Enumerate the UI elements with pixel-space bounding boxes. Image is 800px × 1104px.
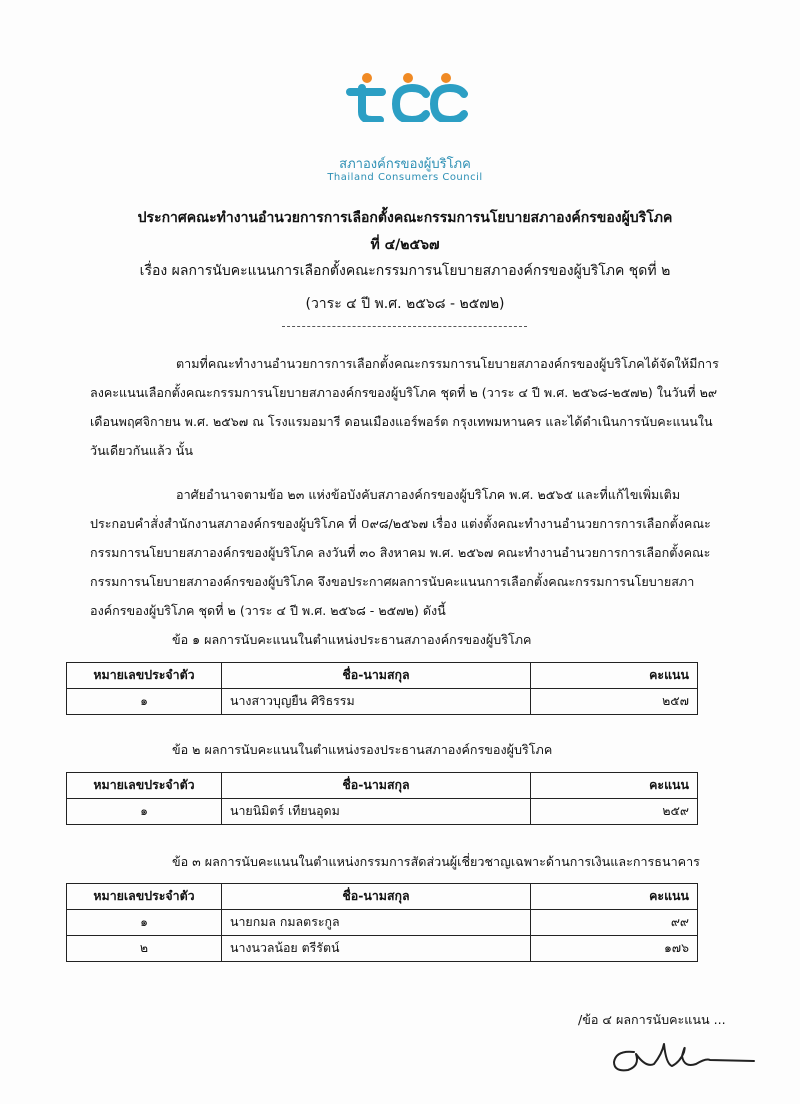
announcement-subject: เรื่อง ผลการนับคะแนนการเลือกตั้งคณะกรรมการนโยบายสภาองค์กรของผู้บริโภค ชุดที่ ๒: [139, 263, 671, 279]
header-name: ชื่อ-นามสกุล: [222, 663, 531, 689]
table-row: [67, 689, 698, 715]
table-row: [67, 910, 698, 936]
continued-note: /ข้อ ๔ ผลการนับคะแนน ...: [578, 1012, 726, 1027]
header-id: หมายเลขประจำตัว: [67, 663, 222, 689]
table-header-row: [67, 773, 698, 799]
clause-1-label: ข้อ ๑ ผลการนับคะแนนในตำแหน่งประธานสภาองค์กรของผู้บริโภค: [172, 632, 532, 647]
header-name: ชื่อ-นามสกุล: [222, 773, 531, 799]
table-header-row: [67, 663, 698, 689]
header-id: หมายเลขประจำตัว: [67, 884, 222, 910]
clause-1-results-table: [66, 662, 698, 715]
candidate-name: นายกมล กมลตระกูล: [222, 910, 531, 936]
table-row: [67, 799, 698, 825]
org-name-thai: สภาองค์กรของผู้บริโภค: [339, 157, 471, 172]
clause-2-results-table: [66, 772, 698, 825]
org-name-english: Thailand Consumers Council: [327, 172, 483, 183]
announcement-title: ประกาศคณะทำงานอำนวยการการเลือกตั้งคณะกรรมการนโยบายสภาองค์กรของผู้บริโภค: [137, 210, 673, 226]
announcement-number: ที่ ๔/๒๕๖๗: [370, 237, 440, 253]
body-paragraph-1: ตามที่คณะทำงานอำนวยการการเลือกตั้งคณะกรรมการนโยบายสภาองค์กรของผู้บริโภคได้จัดให้มีการลงคะแนนเลือกตั้งคณะกรรมการนโยบายสภาองค์กรของผู้บริโภค ชุดที่ ๒ (วาระ ๔ ปี พ.ศ. ๒๕๖๘-๒๕๗๒) ในวันที่ ๒๙ เดือนพฤศจิกายน พ.ศ. ๒๕๖๗ ณ โรงแรมอมารี ดอนเมืองแอร์พอร์ต กรุงเทพมหานคร และได้ดำเนินการนับคะแนนในวันเดียวกันแล้ว นั้น: [90, 356, 719, 458]
header-score: คะแนน: [531, 884, 698, 910]
clause-3-label: ข้อ ๓ ผลการนับคะแนนในตำแหน่งกรรมการสัดส่วนผู้เชี่ยวชาญเฉพาะด้านการเงินและการธนาคาร: [172, 854, 700, 869]
signature-icon: [606, 1034, 756, 1076]
separator-line: [282, 326, 527, 327]
header-score: คะแนน: [531, 663, 698, 689]
table-header-row: [67, 884, 698, 910]
announcement-term: (วาระ ๔ ปี พ.ศ. ๒๕๖๘ - ๒๕๗๒): [305, 296, 505, 312]
candidate-id: ๒: [67, 936, 222, 962]
candidate-id: ๑: [67, 799, 222, 825]
candidate-name: นายนิมิตร์ เทียนอุดม: [222, 799, 531, 825]
tcc-logo-icon: [340, 72, 470, 122]
table-row: [67, 936, 698, 962]
header-name: ชื่อ-นามสกุล: [222, 884, 531, 910]
candidate-score: ๙๙: [531, 910, 698, 936]
candidate-id: ๑: [67, 910, 222, 936]
candidate-score: ๑๗๖: [531, 936, 698, 962]
candidate-score: ๒๕๗: [531, 689, 698, 715]
header-id: หมายเลขประจำตัว: [67, 773, 222, 799]
candidate-id: ๑: [67, 689, 222, 715]
body-paragraph-2: อาศัยอำนาจตามข้อ ๒๓ แห่งข้อบังคับสภาองค์กรของผู้บริโภค พ.ศ. ๒๕๖๕ และที่แก้ไขเพิ่มเติม ประกอบคำสั่งสำนักงานสภาองค์กรของผู้บริโภค ที่ ០๙๘/๒๕๖๗ เรื่อง แต่งตั้งคณะทำงานอำนวยการการเลือกตั้งคณะกรรมการนโยบายสภาองค์กรของผู้บริโภค ลงวันที่ ๓๐ สิงหาคม พ.ศ. ๒๕๖๗ คณะทำงานอำนวยการการเลือกตั้งคณะกรรมการนโยบายสภาองค์กรของผู้บริโภค จึงขอประกาศผลการนับคะแนนการเลือกตั้งคณะกรรมการนโยบายสภาองค์กรของผู้บริโภค ชุดที่ ๒ (วาระ ๔ ปี พ.ศ. ๒๕๖๘ - ๒๕๗๒) ดังนี้: [90, 487, 711, 618]
clause-3-results-table: [66, 883, 698, 962]
candidate-name: นางสาวบุญยืน ศิริธรรม: [222, 689, 531, 715]
candidate-name: นางนวลน้อย ตรีรัตน์: [222, 936, 531, 962]
header-score: คะแนน: [531, 773, 698, 799]
clause-2-label: ข้อ ๒ ผลการนับคะแนนในตำแหน่งรองประธานสภาองค์กรของผู้บริโภค: [172, 742, 553, 757]
candidate-score: ๒๕๙: [531, 799, 698, 825]
